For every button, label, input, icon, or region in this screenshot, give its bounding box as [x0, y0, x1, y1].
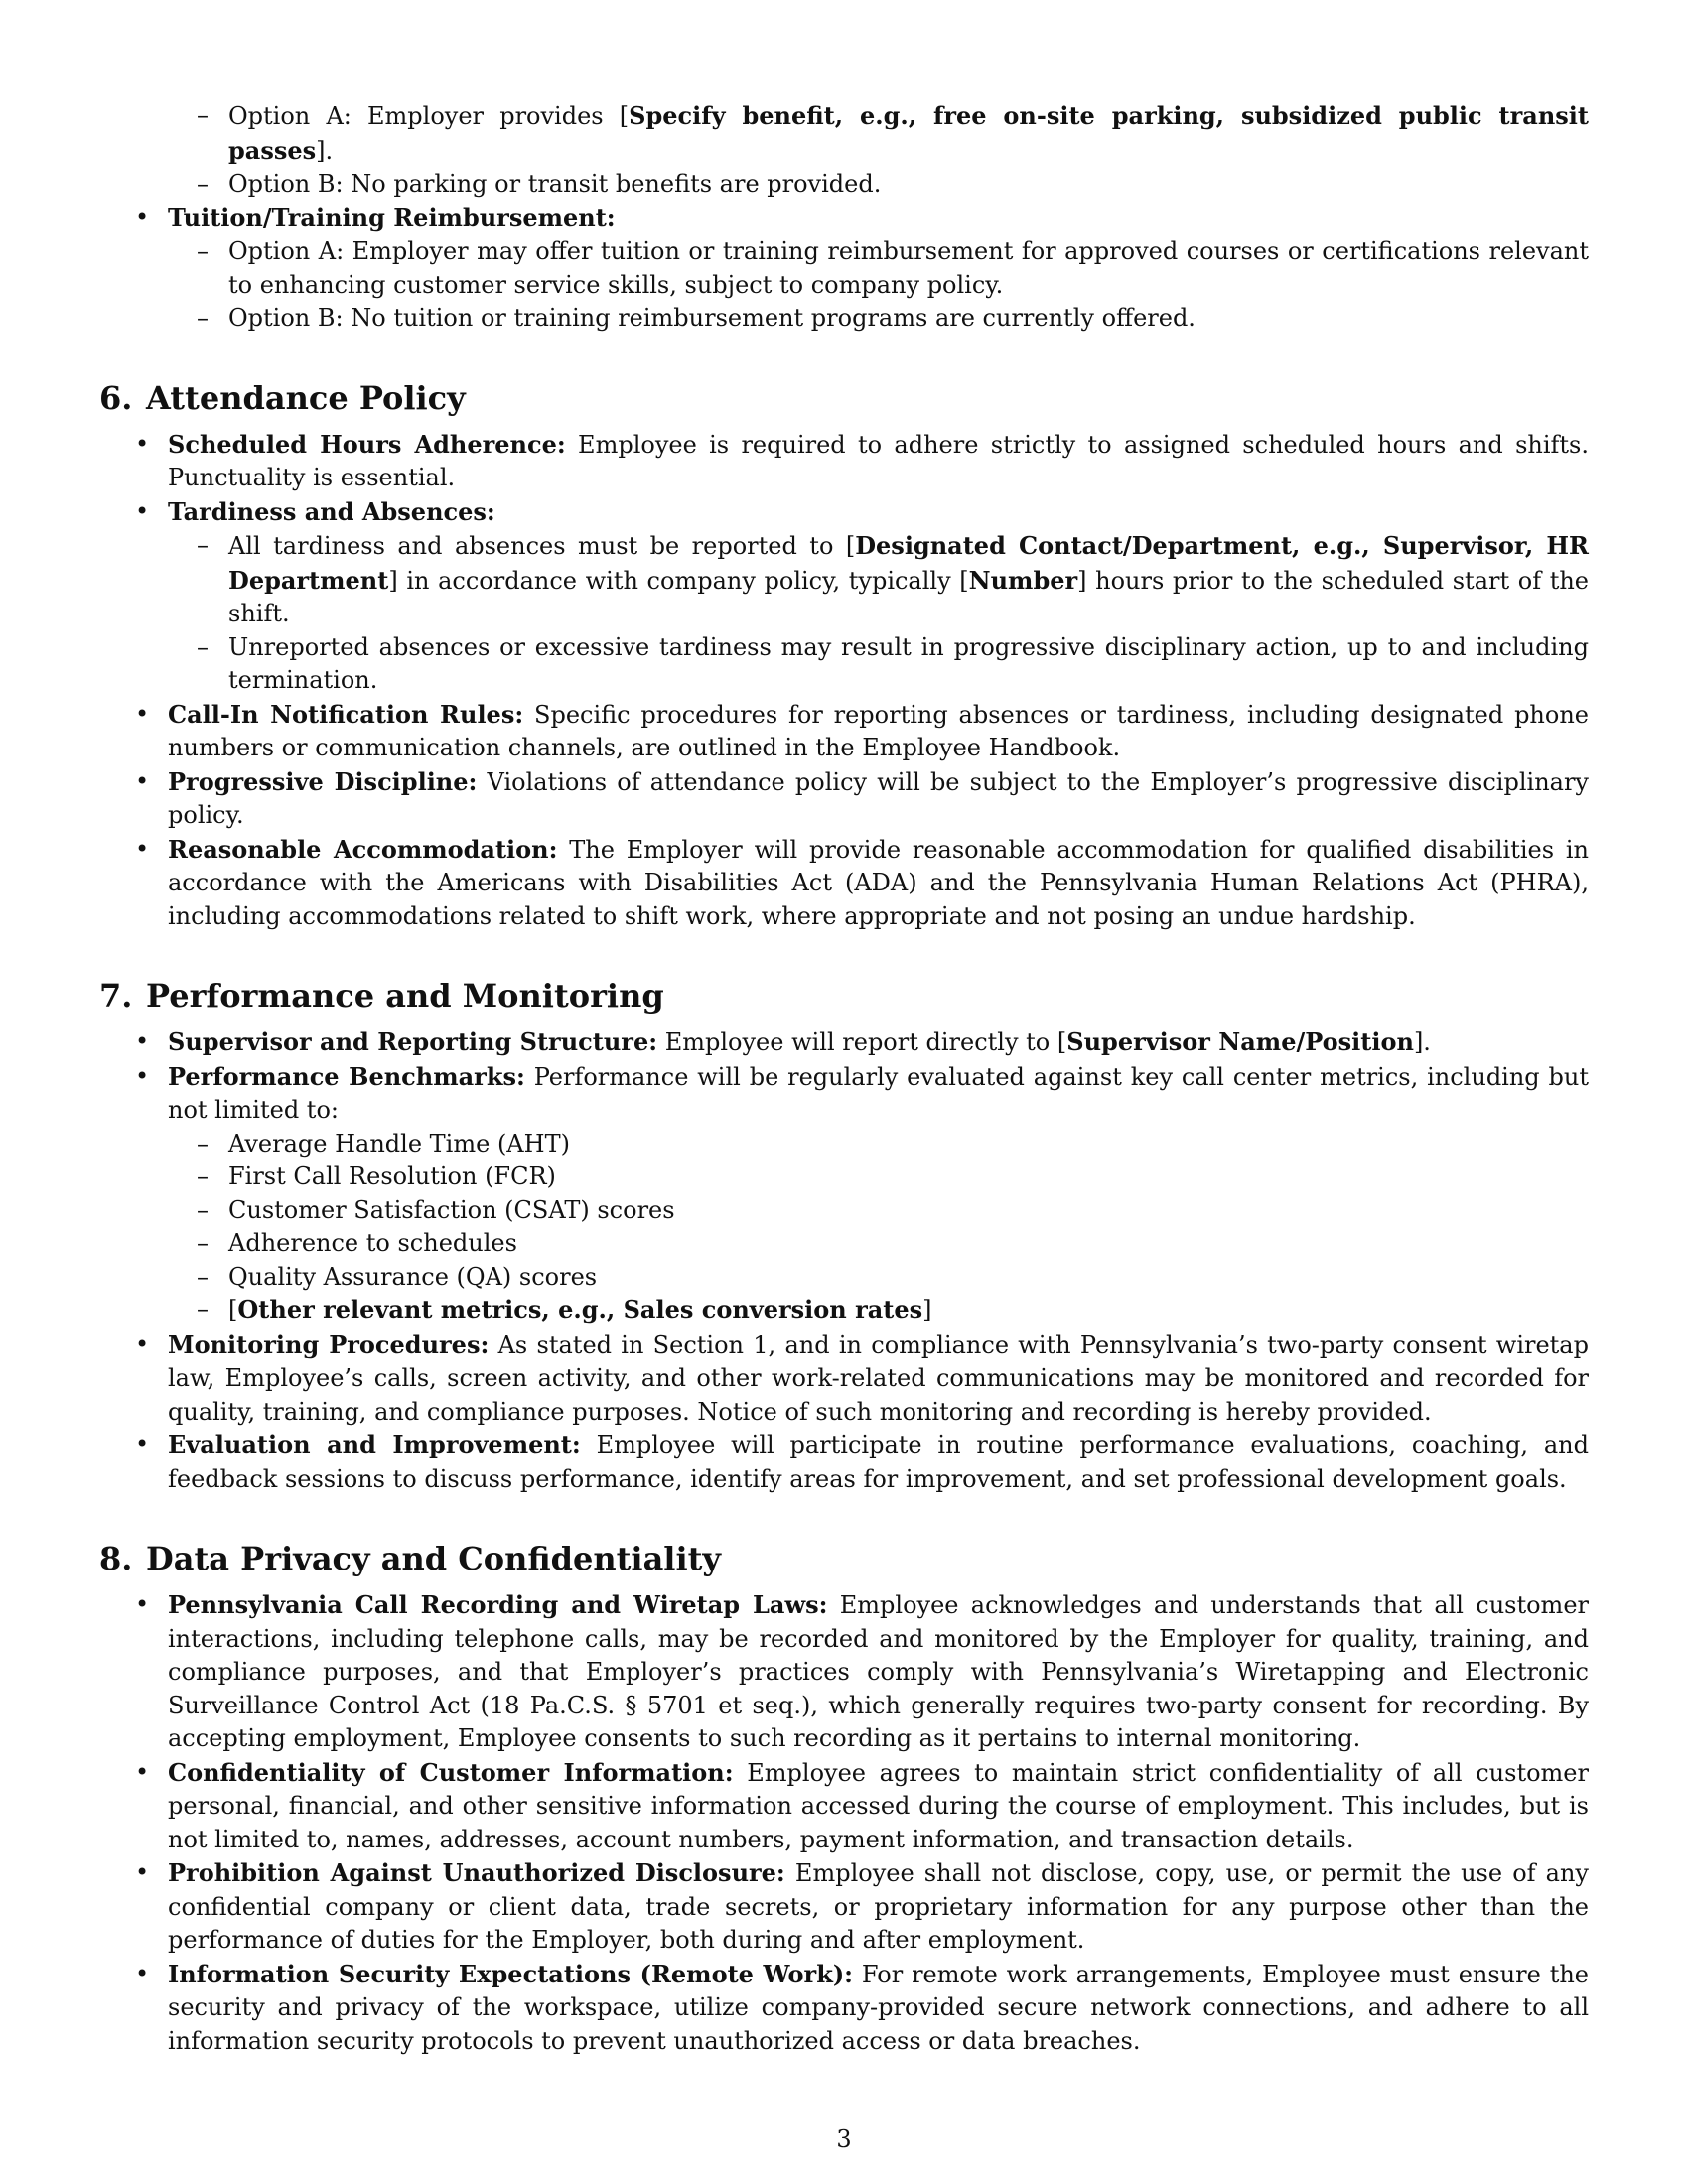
sub-list	[168, 529, 1589, 698]
list-item: • Performance Benchmarks: Performance will be regularly evaluated against key call center metrics, including but not limited to: – Average Handle Time (AHT) – First Call Resolution (FCR) – Customer Satisfaction (CSAT) scores – Adherence to schedules – Quality Assurance (QA) scores – [Other relevant metrics, e.g., Sales conversion rates]	[99, 1060, 1589, 1328]
list-item: • Tardiness and Absences: – All tardiness and absences must be reported to [Designated Contact/Department, e.g., Supervisor, HR Department] in accordance with company policy, typically [Number] hours prior to the scheduled start of the shift. – Unreported absences or excessive tardiness may result in progressive disciplinary action, up to and including termination.	[99, 495, 1589, 698]
dash-marker: –	[197, 531, 209, 559]
list-item: – All tardiness and absences must be reported to [Designated Contact/Department, e.g., Supervisor, HR Department] in accordance with company policy, typically [Number] hours prior to the scheduled start of the shift.	[197, 531, 1590, 627]
list-item: – First Call Resolution (FCR)	[168, 1160, 1589, 1194]
item-label: Tuition/Training Reimbursement:	[168, 203, 616, 232]
dash-marker: –	[197, 1129, 209, 1158]
list-item: • Call-In Notification Rules: Specific procedures for reporting absences or tardiness, including designated phone numbers or communication channels, are outlined in the Employee Handbook.	[135, 699, 1589, 761]
bullet-marker: •	[135, 203, 150, 231]
list-item: • Pennsylvania Call Recording and Wiretap Laws: Employee acknowledges and understands that all customer interactions, including telephone calls, may be recorded and monitored by the Employer for quality, training, and compliance purposes, and that Employer’s practices comply with Pennsylvania’s Wiretapping and Electronic Surveillance Control Act (18 Pa.C.S. § 5701 et seq.), which generally requires two-party consent for recording. By accepting employment, Employee consents to such recording as it pertains to internal monitoring.	[135, 1590, 1589, 1752]
dash-marker: –	[197, 304, 209, 332]
list-item: – Option B: No parking or transit benefits are provided.	[99, 168, 1589, 202]
bullet-marker: •	[135, 1858, 150, 1886]
list-item: • Information Security Expectations (Remote Work): For remote work arrangements, Employee must ensure the security and privacy of the workspace, utilize company-provided secure network connections, and adhere to all information security protocols to prevent unauthorized access or data breaches.	[135, 1959, 1590, 2055]
list-item: – Adherence to schedules	[168, 1227, 1589, 1261]
list-item: – Option A: Employer may offer tuition or training reimbursement for approved courses or certifications relevant to enhancing customer service skills, subject to company policy.	[197, 237, 1589, 299]
list-item: – Unreported absences or excessive tardiness may result in progressive disciplinary action, up to and including termination.	[197, 632, 1589, 694]
document-page	[99, 99, 1589, 2058]
dash-marker: –	[197, 1229, 209, 1257]
list-item: • Reasonable Accommodation: The Employer will provide reasonable accommodation for qualified disabilities in accordance with the Americans with Disabilities Act (ADA) and the Pennsylvania Human Relations Act (PHRA), including accommodations related to shift work, where appropriate and not posing an undue hardship.	[135, 834, 1590, 930]
dash-marker: –	[197, 170, 209, 198]
list-item	[99, 202, 1589, 336]
benefits-list	[99, 202, 1589, 336]
dash-marker: –	[197, 1296, 209, 1323]
dash-marker: –	[197, 1195, 209, 1224]
list-item: – Option A: Employer provides [Specify benefit, e.g., free on-site parking, subsidized public transit passes].	[197, 101, 1589, 165]
list-item: – Customer Satisfaction (CSAT) scores	[168, 1194, 1589, 1228]
bullet-marker: •	[135, 1431, 150, 1458]
transit-options-list	[99, 99, 1589, 202]
dash-marker: –	[197, 632, 209, 661]
attendance-list	[99, 428, 1589, 934]
bullet-marker: •	[135, 1590, 150, 1618]
bullet-marker: •	[135, 496, 150, 525]
bullet-marker: •	[135, 1061, 150, 1090]
list-item: – Option B: No tuition or training reimbursement programs are currently offered.	[168, 302, 1589, 336]
list-item: – Average Handle Time (AHT)	[168, 1128, 1589, 1161]
bullet-marker: •	[135, 1027, 150, 1055]
list-item: – Quality Assurance (QA) scores	[168, 1261, 1589, 1295]
bullet-marker: •	[135, 1959, 150, 1987]
bullet-marker: •	[135, 699, 150, 728]
list-item: – [Other relevant metrics, e.g., Sales conversion rates]	[168, 1294, 1589, 1328]
sub-list	[168, 235, 1589, 336]
list-item: • Scheduled Hours Adherence: Employee is required to adhere strictly to assigned scheduled hours and shifts. Punctuality is essential.	[135, 429, 1590, 491]
list-item: • Progressive Discipline: Violations of attendance policy will be subject to the Employer’s progressive disciplinary policy.	[135, 766, 1589, 829]
bullet-marker: •	[135, 429, 150, 458]
dash-marker: –	[197, 1262, 209, 1291]
privacy-list	[99, 1588, 1589, 2058]
list-item: • Confidentiality of Customer Information: Employee agrees to maintain strict confidentiality of all customer personal, financial, and other sensitive information accessed during the course of employment. This includes, but is not limited to, names, addresses, account numbers, payment information, and transaction details.	[135, 1757, 1589, 1853]
performance-list	[99, 1025, 1589, 1496]
dash-marker: –	[197, 101, 209, 129]
list-item: • Monitoring Procedures: As stated in Section 1, and in compliance with Pennsylvania’s two-party consent wiretap law, Employee’s calls, screen activity, and other work-related communications may be monitored and recorded for quality, training, and compliance purposes. Notice of such monitoring and recording is hereby provided.	[135, 1329, 1589, 1426]
list-item: • Evaluation and Improvement: Employee will participate in routine performance evaluations, coaching, and feedback sessions to discuss performance, identify areas for improvement, and set professional development goals.	[135, 1431, 1590, 1493]
section-heading: 8. Data Privacy and Confidentiality	[99, 1540, 721, 1577]
metrics-list	[168, 1128, 1589, 1328]
bullet-marker: •	[135, 834, 150, 863]
bullet-marker: •	[135, 1757, 150, 1786]
dash-marker: –	[197, 237, 209, 265]
page-number: 3	[836, 2125, 852, 2153]
bullet-marker: •	[135, 1329, 150, 1358]
list-item: • Supervisor and Reporting Structure: Employee will report directly to [Supervisor Name/Position].	[99, 1025, 1589, 1060]
dash-marker: –	[197, 1162, 209, 1190]
section-heading: 6. Attendance Policy	[99, 378, 466, 417]
bullet-marker: •	[135, 766, 150, 795]
section-heading: 7. Performance and Monitoring	[99, 977, 664, 1015]
list-item: • Prohibition Against Unauthorized Disclosure: Employee shall not disclose, copy, use, or permit the use of any confidential company or client data, trade secrets, or proprietary information for any purpose other than the performance of duties for the Employer, both during and after employment.	[135, 1858, 1589, 1954]
